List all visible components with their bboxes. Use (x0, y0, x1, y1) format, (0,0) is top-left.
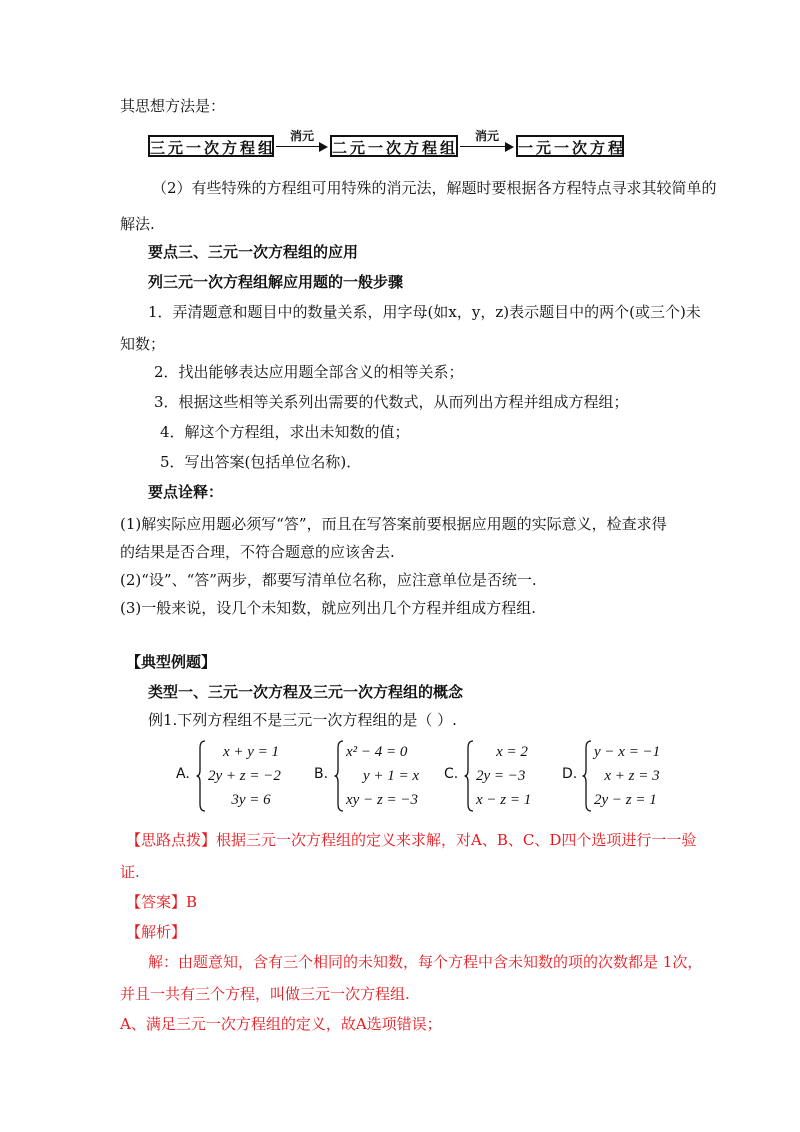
option-c-letter: C. (444, 766, 459, 782)
paragraph-2-line-2: 解法. (120, 215, 155, 233)
option-a-eq-2: 2y + z = −2 (208, 768, 281, 784)
option-b-eq-1: x² − 4 = 0 (346, 744, 408, 760)
note-3: (3)一般来说，设几个未知数，就应列出几个方程并组成方程组. (120, 599, 537, 617)
option-c-eq-1: x = 2 (496, 744, 528, 760)
arrow-right-icon (505, 142, 514, 152)
intro-text: 其思想方法是： (120, 97, 226, 115)
solution-line-2: 并且一共有三个方程，叫做三元一次方程组. (120, 985, 410, 1003)
flow-arrow-2-label: 消元 (474, 129, 499, 143)
point-3-heading: 要点三、三元一次方程组的应用 (148, 243, 359, 261)
left-brace-icon (334, 740, 344, 812)
examples-header: 【典型例题】 (126, 653, 217, 671)
option-b-eq-2: y + 1 = x (362, 768, 420, 784)
option-d (562, 740, 672, 812)
arrow-right-icon (319, 142, 328, 152)
option-d-eq-1: y − x = −1 (594, 744, 661, 760)
analysis-heading: 【解析】 (126, 923, 187, 941)
note-1-line-1: (1)解实际应用题必须写“答”，而且在写答案前要根据应用题的实际意义，检查求得 (120, 515, 667, 533)
option-a (176, 740, 296, 812)
type-1-heading: 类型一、三元一次方程及三元一次方程组的概念 (148, 683, 464, 701)
option-c (444, 740, 554, 812)
left-brace-icon (464, 740, 474, 812)
solution-line-3: A、满足三元一次方程组的定义，故A选项错误； (120, 1015, 442, 1033)
step-5: 5．写出答案(包括单位名称)． (160, 453, 362, 471)
flow-box-three-var: 三元一次方程组 (148, 135, 274, 157)
example-1-question: 例1.下列方程组不是三元一次方程组的是（ ）. (148, 711, 457, 729)
answer-label: 【答案】B (126, 893, 198, 911)
option-b (314, 740, 434, 812)
option-d-letter: D. (562, 766, 578, 782)
option-d-eq-2: x + z = 3 (604, 768, 660, 784)
flow-arrow-2 (460, 129, 514, 159)
option-a-eq-1: x + y = 1 (222, 744, 280, 760)
hint-line-1: 【思路点拨】根据三元一次方程组的定义来求解，对A、B、C、D四个选项进行一一验 (126, 831, 697, 849)
option-d-eq-3: 2y − z = 1 (594, 792, 657, 808)
solution-line-1: 解：由题意知，含有三个相同的未知数，每个方程中含未知数的项的次数都是 1次， (148, 953, 703, 971)
left-brace-icon (196, 740, 206, 812)
option-b-letter: B. (314, 766, 329, 782)
option-a-letter: A. (176, 766, 190, 782)
note-1-line-2: 的结果是否合理，不符合题意的应该舍去. (120, 543, 395, 561)
flow-arrow-1-label: 消元 (289, 129, 314, 143)
left-brace-icon (582, 740, 592, 812)
step-1-line-1: 1．弄清题意和题目中的数量关系，用字母(如x，y，z)表示题目中的两个(或三个)未 (148, 303, 701, 321)
flow-box-one-var: 一元一次方程 (516, 135, 624, 157)
flow-box-two-var: 二元一次方程组 (330, 135, 458, 157)
option-b-eq-3: xy − z = −3 (346, 792, 419, 808)
step-4: 4．解这个方程组，求出未知数的值； (160, 423, 410, 441)
step-3: 3．根据这些相等关系列出需要的代数式，从而列出方程并组成方程组； (154, 393, 629, 411)
option-c-eq-3: x − z = 1 (476, 792, 532, 808)
elimination-flow-diagram (148, 129, 628, 159)
step-1-line-2: 知数； (120, 335, 166, 353)
steps-heading: 列三元一次方程组解应用题的一般步骤 (148, 273, 404, 291)
note-2: (2)“设”、“答”两步，都要写清单位名称，应注意单位是否统一. (120, 571, 537, 589)
flow-arrow-1 (276, 129, 328, 159)
hint-line-2: 证. (120, 863, 140, 881)
option-a-eq-3: 3y = 6 (231, 792, 271, 808)
option-c-eq-2: 2y = −3 (476, 768, 526, 784)
notes-heading: 要点诠释： (148, 483, 224, 501)
paragraph-2-line-1: （2）有些特殊的方程组可用特殊的消元法，解题时要根据各方程特点寻求其较简单的 (152, 179, 717, 197)
step-2: 2．找出能够表达应用题全部含义的相等关系； (154, 363, 464, 381)
